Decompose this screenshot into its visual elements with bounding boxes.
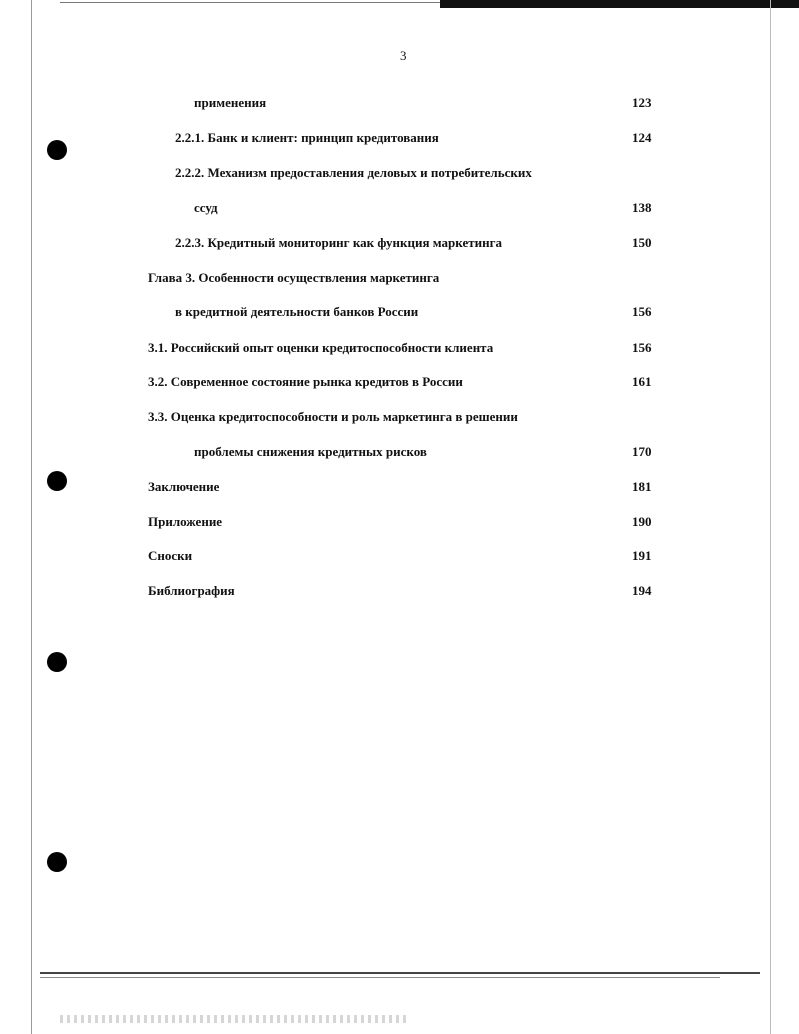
toc-entry-text: 2.2.3. Кредитный мониторинг как функция маркетинга bbox=[175, 235, 502, 250]
toc-entry-text: Приложение bbox=[148, 514, 223, 529]
toc-entry-page: 138 bbox=[632, 200, 652, 215]
toc-entry-text: Глава 3. Особенности осуществления маркетинга bbox=[148, 270, 440, 285]
scan-artifact-bottom-noise bbox=[60, 1015, 410, 1023]
page-left-edge bbox=[31, 0, 32, 1034]
punch-hole bbox=[47, 471, 67, 491]
scan-artifact-top-bar bbox=[440, 0, 799, 8]
toc-entry-text: применения bbox=[194, 95, 267, 110]
toc-entry-text: 3.3. Оценка кредитоспособности и роль маркетинга в решении bbox=[148, 409, 518, 424]
toc-entry-text: Библиография bbox=[148, 583, 235, 598]
toc-entry-page: 123 bbox=[632, 95, 652, 110]
punch-hole bbox=[47, 852, 67, 872]
toc-entry-page: 194 bbox=[632, 583, 652, 598]
toc-entry-page: 181 bbox=[632, 479, 652, 494]
toc-entry-text: в кредитной деятельности банков России bbox=[175, 304, 419, 319]
punch-hole bbox=[47, 652, 67, 672]
toc-entry-text: ссуд bbox=[194, 200, 218, 215]
toc-entry-page: 150 bbox=[632, 235, 652, 250]
scan-artifact-bottom-line bbox=[40, 972, 760, 974]
toc-entry-page: 156 bbox=[632, 340, 652, 355]
toc-entry-page: 156 bbox=[632, 304, 652, 319]
toc-entry-page: 124 bbox=[632, 130, 652, 145]
toc-entry-text: Сноски bbox=[148, 548, 193, 563]
scan-artifact-top-line bbox=[60, 2, 440, 3]
punch-hole bbox=[47, 140, 67, 160]
toc-entry-page: 190 bbox=[632, 514, 652, 529]
page-right-edge bbox=[770, 0, 771, 1034]
toc-entry-text: проблемы снижения кредитных рисков bbox=[194, 444, 427, 459]
toc-entry-page: 170 bbox=[632, 444, 652, 459]
toc-entry-page: 161 bbox=[632, 374, 652, 389]
toc-entry-page: 191 bbox=[632, 548, 652, 563]
page-number: 3 bbox=[400, 48, 407, 63]
toc-entry-text: 2.2.2. Механизм предоставления деловых и потребительских bbox=[175, 165, 532, 180]
scan-artifact-bottom-line bbox=[40, 977, 720, 978]
toc-entry-text: Заключение bbox=[148, 479, 220, 494]
toc-entry-text: 3.2. Современное состояние рынка кредитов в России bbox=[148, 374, 463, 389]
toc-entry-text: 3.1. Российский опыт оценки кредитоспособности клиента bbox=[148, 340, 494, 355]
toc-entry-text: 2.2.1. Банк и клиент: принцип кредитования bbox=[175, 130, 439, 145]
